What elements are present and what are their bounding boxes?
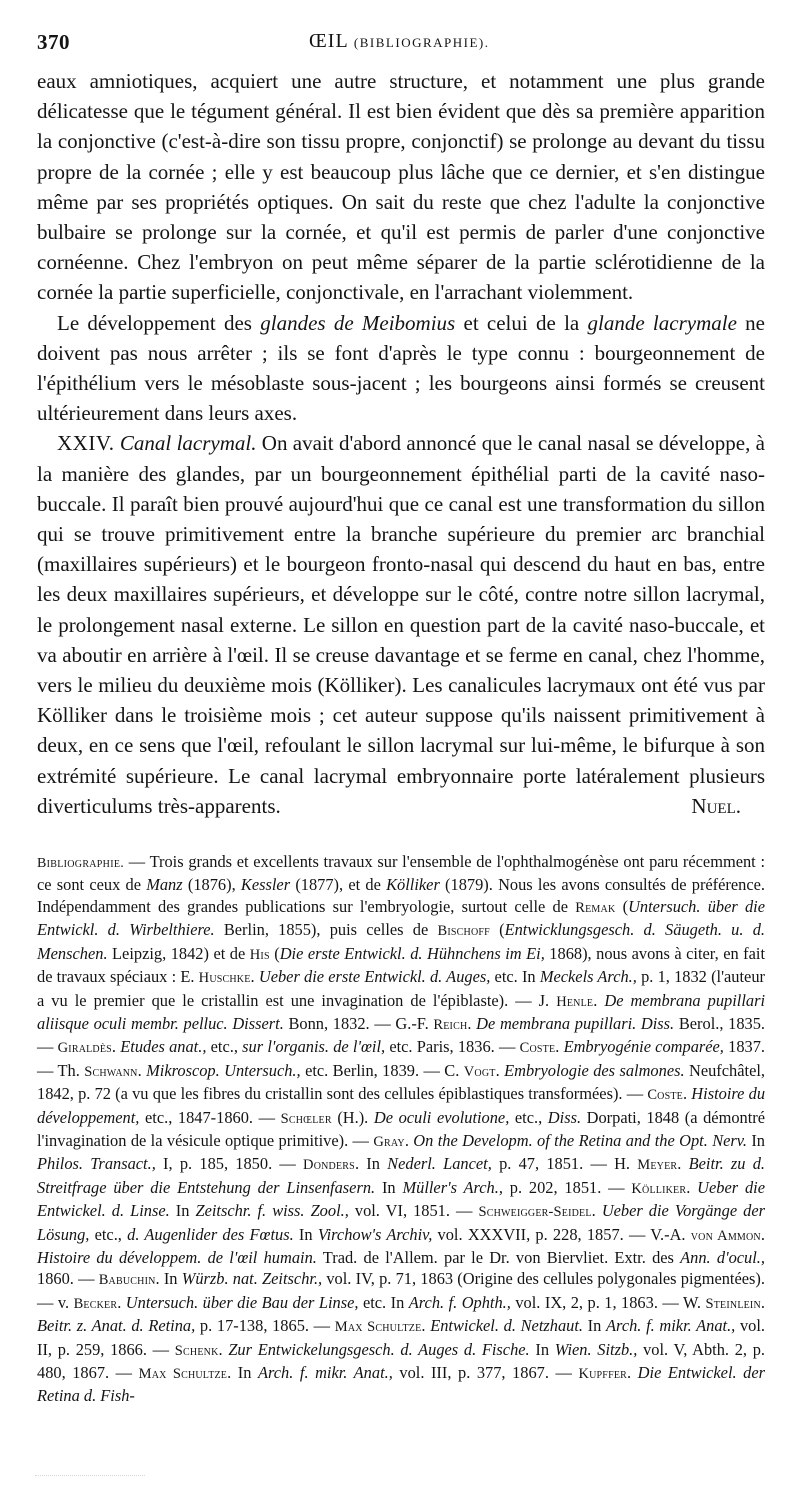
bib-author: Schœler xyxy=(280,1110,332,1127)
bib-text: . xyxy=(218,1339,229,1359)
bib-author: Giraldès xyxy=(57,1040,112,1057)
bib-ref-title: Die Entwickel. der Retina d. Fish- xyxy=(37,1363,766,1406)
bib-text: vol. VI, 1851. — xyxy=(348,1201,479,1221)
glandes-text-2: et celui de la xyxy=(455,310,588,335)
bib-author: Gray xyxy=(373,1133,405,1150)
bib-ref-title: Arch. f. mikr. Anat., xyxy=(257,1363,393,1383)
bib-text: etc. Paris, 1836. — xyxy=(385,1037,520,1057)
bib-ref-title: Meckels Arch., xyxy=(539,967,637,987)
bib-author: Schenk xyxy=(174,1342,219,1359)
page xyxy=(37,26,765,1407)
bib-ref-title: Mikroscop. Untersuch., xyxy=(146,1060,301,1080)
bib-text: p. 17-138, 1865. — xyxy=(195,1316,335,1336)
bib-text: In xyxy=(529,1339,555,1359)
bib-text: . xyxy=(682,1084,692,1104)
bib-ref-title: Ueber die Entwickel. d. Linse. xyxy=(37,1177,765,1221)
bib-author: Kupffer xyxy=(578,1366,628,1383)
bib-text: etc., xyxy=(509,1107,548,1127)
bib-text: . xyxy=(404,1130,414,1150)
bib-ref-title: On the Developm. of the Retina and the Opt. Nerv. xyxy=(413,1130,747,1150)
bib-text: . In xyxy=(354,1154,388,1174)
glandes-text-1: Le développement des xyxy=(57,310,261,335)
bib-text: . xyxy=(677,1154,689,1174)
bib-text: Neufchâtel, 1842, p. 72 (a vu que les fibres du cristallin sont des cellules épiblastiques transformées). — xyxy=(37,1060,765,1104)
bib-text: vol. XXXVII, p. 228, 1857. — V.-A. xyxy=(432,1224,691,1244)
bib-ref-title: Müller's Arch., xyxy=(402,1177,503,1197)
bib-text: In xyxy=(375,1177,403,1197)
bib-author: Meyer xyxy=(637,1157,678,1174)
bib-author: Babuchin xyxy=(98,1272,156,1289)
page-bottom-mark xyxy=(35,1475,145,1476)
bib-ref-title: Zur Entwickelungsgesch. d. Auges d. Fische. xyxy=(228,1339,530,1359)
bib-ref-title: Beitr. zu d. Streitfrage über die Entstehung der Linsenfasern. xyxy=(37,1154,766,1197)
bib-author: Remak xyxy=(575,899,616,916)
bib-text: 1860. — xyxy=(37,1269,99,1289)
bib-text: . xyxy=(137,1060,147,1080)
bib-author: Max Schultze xyxy=(334,1319,422,1336)
bib-ref-title: De oculi evolutione, xyxy=(373,1107,510,1127)
bib-text: etc. In xyxy=(490,967,540,987)
bib-text: Berol., 1835. — xyxy=(37,1013,766,1057)
bib-ref-title: Beitr. z. Anat. d. Retina, xyxy=(37,1316,196,1336)
bib-text: (1879). Nous les avons consultés de préférence. Indépendamment des grandes publications sur l'embryologie, surtout celle de xyxy=(37,875,765,916)
page-number: 370 xyxy=(37,30,70,54)
section-number: XXIV. xyxy=(57,431,115,456)
author-signature: Nuel. xyxy=(691,793,741,818)
bib-text: p. 202, 1851. — xyxy=(502,1177,632,1197)
bib-text: . xyxy=(467,1013,477,1033)
bib-ref-title: Wien. Sitzb., xyxy=(554,1339,638,1359)
bib-author: Donders xyxy=(303,1157,355,1174)
bib-text: . xyxy=(686,1177,698,1197)
bib-text: 1868), nous avons à citer, en fait de travaux spéciaux : E. xyxy=(37,943,766,987)
bib-text: . In xyxy=(155,1269,182,1289)
bib-text: vol. IV, p. 71, 1863 (Origine des cellules polygonales pigmentées). — v. xyxy=(37,1269,765,1312)
bib-text: . xyxy=(555,1037,564,1057)
paragraph-conjonctive: eaux amniotiques, acquiert une autre structure, et notamment une plus grande délicatesse que le tégument général. Il est bien évident que dès sa première apparition la conjonctive (c'est-à-dire son tissu propre, conjonctif) se prolonge au devant du tissu propre de la cornée ; elle y est beaucoup plus lâche que ce dernier, et s'en distingue même par ses propriétés optiques. On sait du reste que chez l'adulte la conjonctive bulbaire se prolonge sur la cornée, et qu'il est permis de parler d'une conjonctive cornéenne. Chez l'embryon on peut même séparer de la partie sclérotidienne de la cornée la partie superficielle, conjonctivale, en l'arrachant violemment. xyxy=(37,69,765,305)
bib-text: . xyxy=(250,967,259,987)
bib-ref-title: Ann. d'ocul., xyxy=(680,1247,766,1267)
bib-ref-title: De membrana pupillari. Diss. xyxy=(476,1013,675,1033)
bib-ref-title: Kessler xyxy=(240,875,291,895)
bib-ref-title: Virchow's Archiv, xyxy=(317,1224,433,1244)
bib-ref-title: Arch. f. Ophth., xyxy=(408,1292,511,1312)
bib-text: (1876), xyxy=(182,875,241,895)
bib-text: . xyxy=(760,1224,765,1244)
bib-text: . xyxy=(760,1292,765,1312)
bib-ref-title: Entwicklungsgesch. d. Säugeth. u. d. Menschen. xyxy=(37,920,765,963)
bib-text: vol. V, Abth. 2, p. 480, 1867. — xyxy=(37,1339,766,1383)
glande-lacrymale-term: glande lacrymale xyxy=(587,310,737,335)
bib-text: . xyxy=(495,1060,505,1080)
bib-ref-title: Zeitschr. f. wiss. Zool., xyxy=(195,1201,349,1221)
bib-ref-title: Würzb. nat. Zeitschr., xyxy=(181,1269,323,1289)
bib-ref-title: Ueber die erste Entwickl. d. Auges, xyxy=(258,967,491,987)
bib-ref-title: Arch. f. mikr. Anat., xyxy=(606,1316,736,1336)
paragraph-canal-lacrymal xyxy=(37,428,765,821)
bib-text: . xyxy=(591,1201,602,1221)
bib-ref-title: De membrana pupillari aliisque oculi membr. pelluc. Dissert. xyxy=(37,990,766,1033)
bib-ref-title: Manz xyxy=(146,875,183,895)
bib-text: (H.). xyxy=(331,1107,374,1127)
bib-ref-title: Entwickel. d. Netzhaut. xyxy=(430,1316,583,1336)
bib-text: . xyxy=(421,1316,431,1336)
bib-text: . xyxy=(593,990,605,1010)
bib-text: Bonn, 1832. — G.-F. xyxy=(283,1013,434,1033)
bib-author: His xyxy=(249,946,270,963)
running-head-word: ŒIL xyxy=(309,30,348,52)
glandes-text-3: ne doivent pas nous arrêter ; ils se font d'après le type connu : bourgeonnement de l'épithélium vers le mésoblaste sous-jacent ; les bourgeons ainsi formés se creusent ultérieurement dans leurs axes. xyxy=(37,310,765,426)
bib-text: In xyxy=(746,1130,765,1150)
bib-ref-title: Untersuch. über die Entwickl. d. Wirbelthiere. xyxy=(37,896,765,940)
bibliography-label: Bibliographie. xyxy=(37,856,125,872)
bib-text: vol. II, p. 259, 1866. — xyxy=(37,1316,766,1359)
bib-text: — Trois grands et excellents travaux sur l'ensemble de l'ophthalmogénèse ont paru récemment : ce sont ceux de xyxy=(37,852,765,895)
bib-author: Huschke xyxy=(198,970,251,987)
bib-text: Berlin, 1855), puis celles de xyxy=(214,920,438,940)
bib-author: von Ammon xyxy=(690,1227,761,1244)
bib-author: Kölliker xyxy=(631,1180,687,1197)
main-text xyxy=(37,66,765,821)
bib-ref-title: Histoire du développem. de l'œil humain. xyxy=(37,1247,317,1267)
bib-text: Dorpati, 1848 (a démontré l'invagination de la vésicule optique primitive). — xyxy=(37,1107,765,1150)
bib-text: ( xyxy=(269,943,280,963)
bib-text: etc. Berlin, 1839. — C. xyxy=(300,1060,464,1080)
bib-text: I, p. 185, 1850. — xyxy=(155,1154,304,1174)
bib-text: etc., 1847-1860. — xyxy=(139,1107,281,1127)
bib-author: Schwann xyxy=(84,1063,138,1080)
bib-text: . xyxy=(111,1037,121,1057)
bib-author: Reich xyxy=(433,1016,468,1033)
bib-ref-title: Die erste Entwickl. d. Hühnchens im Ei, xyxy=(279,943,545,963)
bib-ref-title: Embryologie des salmones. xyxy=(504,1060,685,1080)
bib-text: p. 47, 1851. — H. xyxy=(491,1154,638,1174)
bib-text: In xyxy=(583,1316,607,1336)
bib-author: Becker xyxy=(73,1295,118,1312)
bib-text: ( xyxy=(489,920,505,940)
running-header xyxy=(37,26,765,58)
bib-text: . xyxy=(117,1292,126,1312)
bib-ref-title: Etudes anat., xyxy=(120,1037,207,1057)
bib-ref-title: Embryogénie comparée, xyxy=(563,1037,724,1057)
bib-text: Trad. de l'Allem. par le Dr. von Biervliet. Extr. des xyxy=(316,1247,681,1267)
running-head xyxy=(309,30,490,53)
bib-text: vol. IX, 2, p. 1, 1863. — W. xyxy=(510,1292,706,1312)
bib-text: 1837. — Th. xyxy=(37,1037,766,1080)
bib-ref-title: Nederl. Lancet, xyxy=(387,1154,492,1174)
bib-text: In xyxy=(169,1201,196,1221)
bib-text: . In xyxy=(227,1363,258,1383)
bib-author: Coste xyxy=(647,1087,683,1104)
bib-text: vol. III, p. 377, 1867. — xyxy=(392,1363,579,1383)
bib-author: Schweigger-Seidel xyxy=(478,1204,592,1221)
bib-text: etc., xyxy=(89,1224,128,1244)
bib-text: Leipzig, 1842) et de xyxy=(107,943,250,963)
bib-ref-title: Ueber die Vorgänge der Lösung, xyxy=(37,1201,765,1244)
glandes-meibomius-term: glandes de Meibomius xyxy=(260,310,456,335)
bib-text: etc. In xyxy=(358,1292,409,1312)
bib-ref-title: Philos. Transact., xyxy=(37,1154,156,1174)
section-body: On avait d'abord annoncé que le canal nasal se développe, à la manière des glandes, par un bourgeonnement épithélial parti de la cavité naso-buccale. Il paraît bien prouvé aujourd'hui que ce canal est une transformation du sillon qui se trouve primitivement entre la branche supérieure du premier arc branchial (maxillaires supérieurs) et le bourgeon fronto-nasal qui descend du haut en bas, entre les deux maxillaires supérieurs, et développe sur le côté, contre notre sillon lacrymal, le prolongement nasal externe. Le sillon en question part de la cavité naso-buccale, et va aboutir en arrière à l'œil. Il se creuse davantage et se ferme en canal, chez l'homme, vers le milieu du deuxième mois (Kölliker). Les canalicules lacrymaux ont été vus par Kölliker dans le troisième mois ; cet auteur suppose qu'ils naissent primitivement à deux, en ce sens que l'œil, refoulant le sillon lacrymal sur lui-même, le bifurque à son extrémité supérieure. Le canal lacrymal embryonnaire porte latéralement plusieurs diverticulums très-apparents. xyxy=(37,431,765,818)
bib-author: Bischoff xyxy=(437,923,490,940)
bib-ref-title: sur l'organis. de l'œil, xyxy=(242,1037,386,1057)
bib-ref-title: d. Augenlider des Fœtus. xyxy=(127,1224,294,1244)
bib-text: p. 1, 1832 (l'auteur a vu le premier que le cristallin est une invagination de l'épiblaste). — J. xyxy=(37,967,765,1010)
bib-ref-title: Diss. xyxy=(547,1107,582,1127)
bib-text: etc., xyxy=(206,1037,243,1057)
bib-text: In xyxy=(293,1224,318,1244)
bib-author: Max Schultze xyxy=(138,1366,228,1383)
bibliography xyxy=(37,851,765,1407)
bib-text: (1877), et de xyxy=(290,875,387,895)
paragraph-glandes xyxy=(37,308,765,429)
bib-ref-title: Histoire du développement, xyxy=(37,1084,766,1127)
running-head-section: (BIBLIOGRAPHIE). xyxy=(353,35,490,50)
bib-author: Steinlein xyxy=(705,1295,761,1312)
bib-ref-title: Untersuch. über die Bau der Linse, xyxy=(125,1292,359,1312)
bib-text: . xyxy=(627,1363,638,1383)
bib-text: ( xyxy=(615,896,629,916)
bib-author: Vogt xyxy=(463,1063,496,1080)
bib-author: Henle xyxy=(556,993,594,1010)
bib-ref-title: Kölliker xyxy=(386,875,440,895)
section-title: Canal lacrymal. xyxy=(119,431,257,456)
bib-author: Coste xyxy=(519,1040,556,1057)
